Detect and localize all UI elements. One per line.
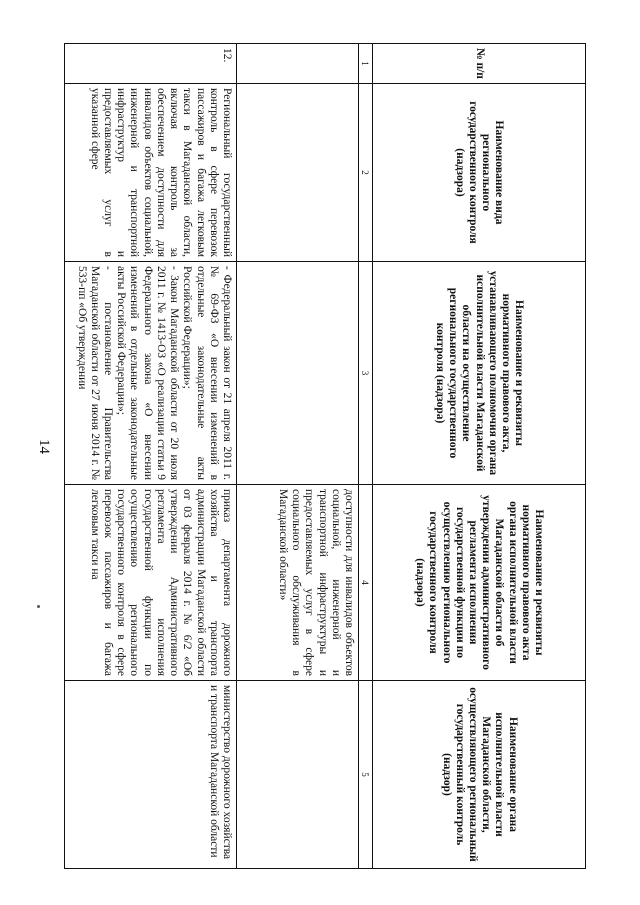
column-number: 3 <box>359 262 373 485</box>
continuation-cell <box>237 84 359 262</box>
page-number: 14 <box>36 439 52 454</box>
continuation-row <box>237 44 359 869</box>
continuation-cell <box>237 681 359 869</box>
scan-speck <box>37 605 40 608</box>
table-row <box>65 44 237 869</box>
column-number-row <box>359 44 373 869</box>
header-authority: Наименование органа исполнительной власти Магаданской области, осуществляющего региональный государственный контроль (надзор) <box>373 681 586 869</box>
regulation-act-cell: приказ департамента дорожного хозяйства и транспорта администрации Магаданской области от 03 февраля 2014 г. № 6/2 «Об утверждении Административного регламента исполнения государственной функции по осуществлению регионального государственного контроля в сфере перевозок пассажиров и багажа легковым такси на <box>65 485 237 681</box>
header-authorizing-act: Наименование и реквизиты нормативного правового акта, устанавливающего полномочия органа исполнительной власти Магаданской области на осуществление регионального государственного контроля (надзора) <box>373 262 586 485</box>
header-number: № п/п <box>373 44 586 84</box>
act-item: - Федеральный закон от 21 апреля 2011 г. № 69-ФЗ «О внесении изменений в отдельные законодательные акты Российской Федерации»; <box>181 266 233 480</box>
row-number: 12. <box>65 44 237 84</box>
continuation-regulation-text: доступности для инвалидов объектов социальной, инженерной и транспортной инфраструктуры и предоставляемых услуг в сфере социального обслуживания в Магаданской области» <box>237 485 359 681</box>
column-number: 5 <box>359 681 373 869</box>
column-number: 2 <box>359 84 373 262</box>
continuation-cell <box>237 262 359 485</box>
column-number: 4 <box>359 485 373 681</box>
act-item: - постановление Правительства Магаданской области от 27 июня 2014 г. № 533-пп «Об утверждении <box>75 266 115 480</box>
act-item: - Закон Магаданской области от 20 июля 2011 г. № 1413-ОЗ «О реализации статьи 9 Федерального закона «О внесении изменений в отдельные законодательные акты Российской Федерации»; <box>115 266 181 480</box>
regulatory-table <box>64 43 586 869</box>
column-number: 1 <box>359 44 373 84</box>
control-kind-cell: Региональный государственный контроль в сфере перевозок пассажиров и багажа легковым такси в Магаданской области, включая контроль за обеспечением доступности для инвалидов объектов социальной, инженерной и транспортной инфраструктур и предоставляемых услуг в указанной сфере <box>65 84 237 262</box>
continuation-cell <box>237 44 359 84</box>
table-header-row <box>373 44 586 869</box>
rotated-table-container <box>58 43 586 868</box>
header-regulation-act: Наименование и реквизиты нормативного правового акта органа исполнительной власти Магаданской области об утверждении административного регламента исполнения государственной функции по осуществлению регионального государственного контроля (надзора) <box>373 485 586 681</box>
authorizing-acts-cell <box>65 262 237 485</box>
header-control-kind: Наименование вида регионального государственного контроля (надзора) <box>373 84 586 262</box>
authority-cell: министерство дорожного хозяйства и транспорта Магаданской области <box>65 681 237 869</box>
